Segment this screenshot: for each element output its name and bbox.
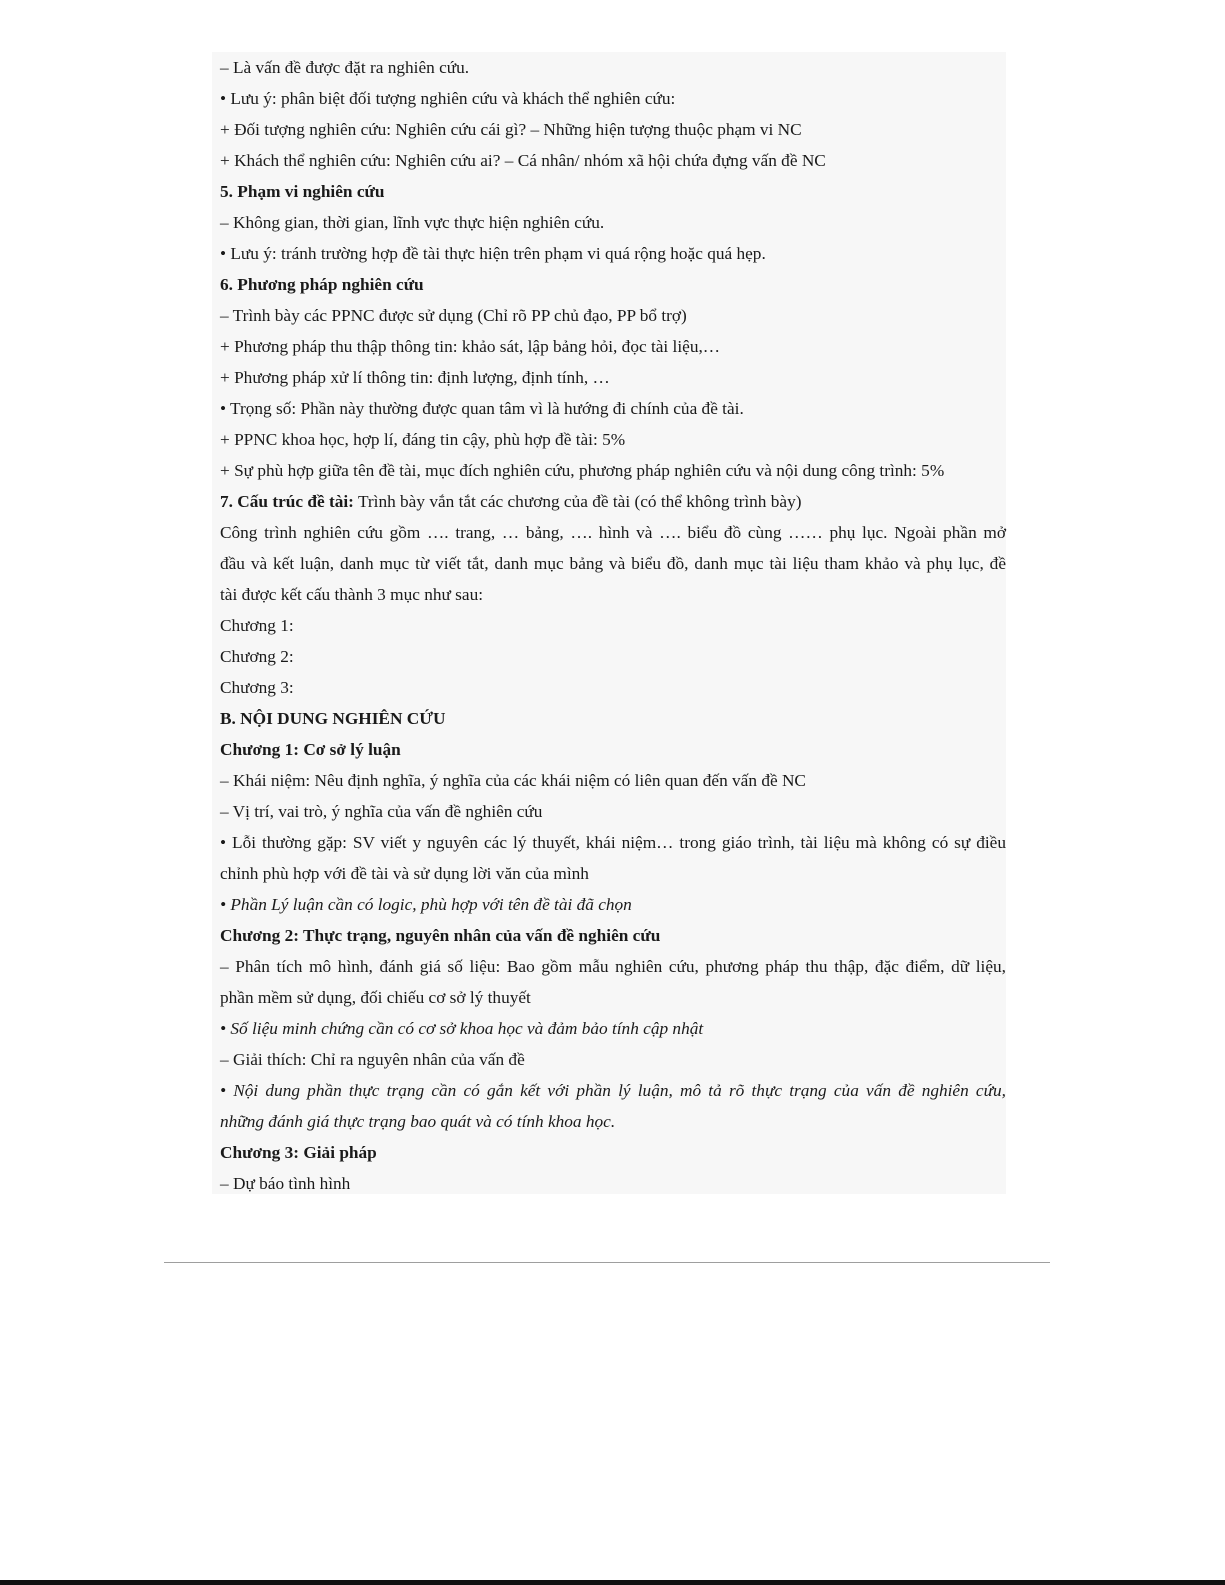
- structure-line: [220, 486, 1006, 517]
- italic-note: • Nội dung phần thực trạng cần có gắn kết với phần lý luận, mô tả rõ thực trạng của vấn đề nghiên cứu,: [220, 1081, 1006, 1100]
- text-line: + Phương pháp xử lí thông tin: định lượng, định tính, …: [220, 368, 610, 387]
- italic-note: • Số liệu minh chứng cần có cơ sở khoa học và đảm bảo tính cập nhật: [220, 1019, 704, 1038]
- chapter-2-title: Chương 2: Thực trạng, nguyên nhân của vấn đề nghiên cứu: [220, 926, 661, 945]
- italic-note: những đánh giá thực trạng bao quát và có tính khoa học.: [220, 1112, 616, 1131]
- page-separator: [164, 1262, 1050, 1263]
- text-line: – Không gian, thời gian, lĩnh vực thực hiện nghiên cứu.: [220, 213, 605, 232]
- text-line: – Khái niệm: Nêu định nghĩa, ý nghĩa của các khái niệm có liên quan đến vấn đề NC: [220, 771, 806, 790]
- chapter-placeholder: Chương 1:: [220, 616, 294, 635]
- chapter-3-title: Chương 3: Giải pháp: [220, 1143, 377, 1162]
- text-line: – Trình bày các PPNC được sử dụng (Chỉ rõ PP chủ đạo, PP bổ trợ): [220, 306, 687, 325]
- text-line: – Giải thích: Chỉ ra nguyên nhân của vấn đề: [220, 1050, 525, 1069]
- chapter-placeholder: Chương 3:: [220, 678, 294, 697]
- text-line: – Dự báo tình hình: [220, 1174, 351, 1193]
- note-line: • Lưu ý: phân biệt đối tượng nghiên cứu và khách thể nghiên cứu:: [220, 89, 676, 108]
- note-line: chỉnh phù hợp với đề tài và sử dụng lời văn của mình: [220, 864, 589, 883]
- text-line: + Khách thể nghiên cứu: Nghiên cứu ai? – Cá nhân/ nhóm xã hội chứa đựng vấn đề NC: [220, 151, 826, 170]
- text-line: + Sự phù hợp giữa tên đề tài, mục đích nghiên cứu, phương pháp nghiên cứu và nội dung công trình: 5%: [220, 461, 945, 480]
- text-line: – Là vấn đề được đặt ra nghiên cứu.: [220, 58, 470, 77]
- note-line: • Lưu ý: tránh trường hợp đề tài thực hiện trên phạm vi quá rộng hoặc quá hẹp.: [220, 244, 766, 263]
- note-line: • Trọng số: Phần này thường được quan tâm vì là hướng đi chính của đề tài.: [220, 399, 744, 418]
- chapter-placeholder: Chương 2:: [220, 647, 294, 666]
- text-line: – Phân tích mô hình, đánh giá số liệu: Bao gồm mẫu nghiên cứu, phương pháp thu thập, đặc điểm, dữ liệu,: [220, 957, 1006, 976]
- section-heading-scope: 5. Phạm vi nghiên cứu: [220, 182, 385, 201]
- text-line: + PPNC khoa học, hợp lí, đáng tin cậy, phù hợp đề tài: 5%: [220, 430, 626, 449]
- chapter-1-title: Chương 1: Cơ sở lý luận: [220, 740, 401, 759]
- paragraph-line: đầu và kết luận, danh mục từ viết tắt, danh mục bảng và biểu đồ, danh mục tài liệu tham khảo và phụ lục, đề: [220, 554, 1006, 573]
- italic-note: • Phần Lý luận cần có logic, phù hợp với tên đề tài đã chọn: [220, 895, 632, 914]
- text-line: + Phương pháp thu thập thông tin: khảo sát, lập bảng hỏi, đọc tài liệu,…: [220, 337, 721, 356]
- section-heading-methods: 6. Phương pháp nghiên cứu: [220, 275, 424, 294]
- section-heading-content: B. NỘI DUNG NGHIÊN CỨU: [220, 709, 446, 728]
- text-line: + Đối tượng nghiên cứu: Nghiên cứu cái gì? – Những hiện tượng thuộc phạm vi NC: [220, 120, 802, 139]
- bottom-edge-bar: [0, 1580, 1225, 1585]
- note-line: • Lỗi thường gặp: SV viết y nguyên các lý thuyết, khái niệm… trong giáo trình, tài liệu mà không có sự điều: [220, 833, 1006, 852]
- document-page: [212, 52, 1006, 1194]
- section-heading-structure: 7. Cấu trúc đề tài:: [220, 492, 354, 511]
- structure-text: Trình bày vắn tắt các chương của đề tài (có thể không trình bày): [357, 492, 802, 511]
- paragraph-line: tài được kết cấu thành 3 mục như sau:: [220, 585, 484, 604]
- paragraph-line: Công trình nghiên cứu gồm …. trang, … bảng, …. hình và …. biểu đồ cùng …… phụ lục. Ngoài phần mở: [220, 523, 1006, 542]
- text-line: – Vị trí, vai trò, ý nghĩa của vấn đề nghiên cứu: [220, 802, 543, 821]
- text-line: phần mềm sử dụng, đối chiếu cơ sở lý thuyết: [220, 988, 531, 1007]
